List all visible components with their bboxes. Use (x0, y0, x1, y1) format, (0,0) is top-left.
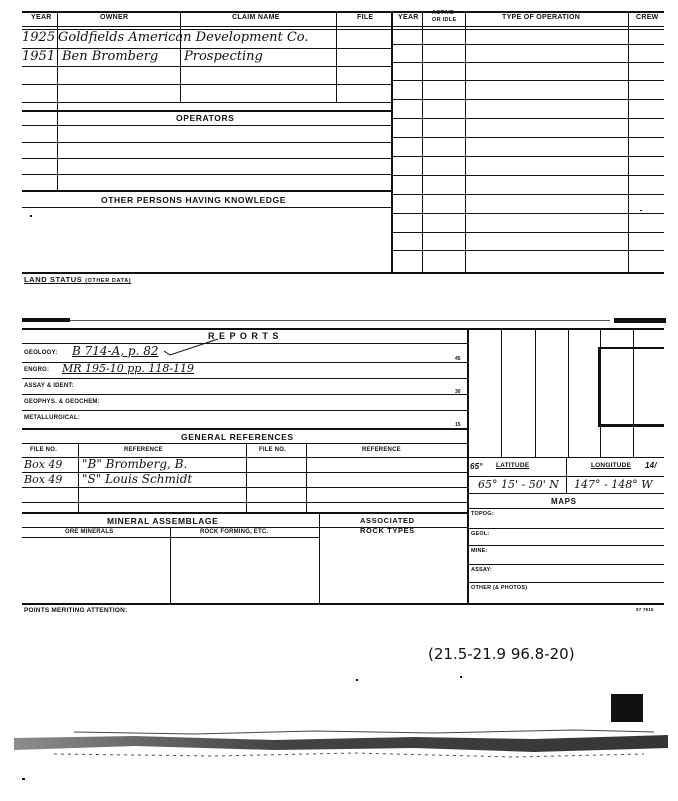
lon-suffix: 14/ (645, 461, 657, 470)
header-year: YEAR (31, 14, 52, 21)
lat-prefix: 65° (470, 462, 483, 471)
ore-minerals-header: ORE MINERALS (65, 529, 114, 535)
owner-row-1-owner: Goldfields American Development Co. (58, 30, 309, 45)
operators-title: OPERATORS (176, 113, 235, 123)
header-owner: OWNER (100, 14, 129, 21)
header-claim-name: CLAIM NAME (232, 14, 280, 21)
geology-label: GEOLOGY: (24, 350, 58, 356)
other-persons-title: OTHER PERSONS HAVING KNOWLEDGE (101, 195, 287, 205)
maps-title: MAPS (551, 497, 577, 506)
rock-types-header: ROCK TYPES (360, 526, 415, 535)
engrg-label: ENGRG: (24, 367, 50, 373)
points-meriting-label: POINTS MERITING ATTENTION: (24, 607, 128, 614)
gr-row-1-file: Box 49 (24, 458, 63, 471)
maps-geol: GEOL: (471, 531, 490, 537)
gr-header-reference: REFERENCE (124, 447, 163, 453)
latitude-value: 65° 15' - 50' N (478, 478, 559, 491)
maps-assay: ASSAY: (471, 567, 493, 573)
header-crew: CREW (636, 14, 659, 21)
engrg-value: MR 195-10 pp. 118-119 (62, 362, 195, 375)
header-year-2: YEAR (398, 14, 419, 21)
gr-row-1-ref: "B" Bromberg, B. (82, 457, 188, 471)
rock-forming-header: ROCK FORMING, ETC. (200, 529, 269, 535)
header-file: FILE (357, 14, 374, 21)
black-square-marker (611, 694, 643, 722)
gr-row-2-ref: "S" Louis Schmidt (82, 472, 193, 486)
header-active: ACTIVE (432, 10, 454, 16)
maps-topog: TOPOG: (471, 511, 494, 517)
gr-row-2-file: Box 49 (24, 473, 63, 486)
report-num-15: 15 (455, 422, 461, 428)
gr-header-reference-2: REFERENCE (362, 447, 401, 453)
gr-header-file-no-2: FILE NO. (259, 447, 286, 453)
form-number: 97 7915 (636, 607, 654, 612)
general-references-title: GENERAL REFERENCES (181, 432, 294, 442)
gr-header-file-no: FILE NO. (30, 447, 57, 453)
scan-noise-band (14, 724, 668, 764)
latitude-label: LATITUDE (496, 462, 530, 469)
handwritten-code: (21.5-21.9 96.8-20) (428, 645, 575, 663)
owner-row-2-year: 1951 (22, 49, 56, 64)
owner-row-2-owner: Ben Bromberg (62, 49, 159, 64)
land-status-label: LAND STATUS (OTHER DATA) (24, 275, 132, 284)
mineral-assemblage-title: MINERAL ASSEMBLAGE (107, 516, 219, 526)
header-type-of-operation: TYPE OF OPERATION (502, 14, 581, 21)
report-num-45: 45 (455, 356, 461, 362)
longitude-label: LONGITUDE (591, 462, 632, 469)
geophys-label: GEOPHYS. & GEOCHEM: (24, 399, 100, 405)
report-num-30: 30 (455, 389, 461, 395)
geology-value: B 714-A, p. 82 (72, 344, 159, 358)
owner-row-2-claim: Prospecting (184, 49, 263, 64)
maps-other: OTHER (& PHOTOS) (471, 585, 528, 591)
metallurgical-label: METALLURGICAL: (24, 415, 81, 421)
header-or-idle: OR IDLE (432, 17, 457, 23)
reports-title: R E P O R T S (208, 331, 280, 341)
associated-header: ASSOCIATED (360, 516, 415, 525)
assay-label: ASSAY & IDENT: (24, 383, 74, 389)
leader-line (160, 337, 220, 359)
longitude-value: 147° - 148° W (574, 478, 653, 491)
owner-row-1-year: 1925 (22, 30, 56, 45)
maps-mine: MINE: (471, 548, 488, 554)
